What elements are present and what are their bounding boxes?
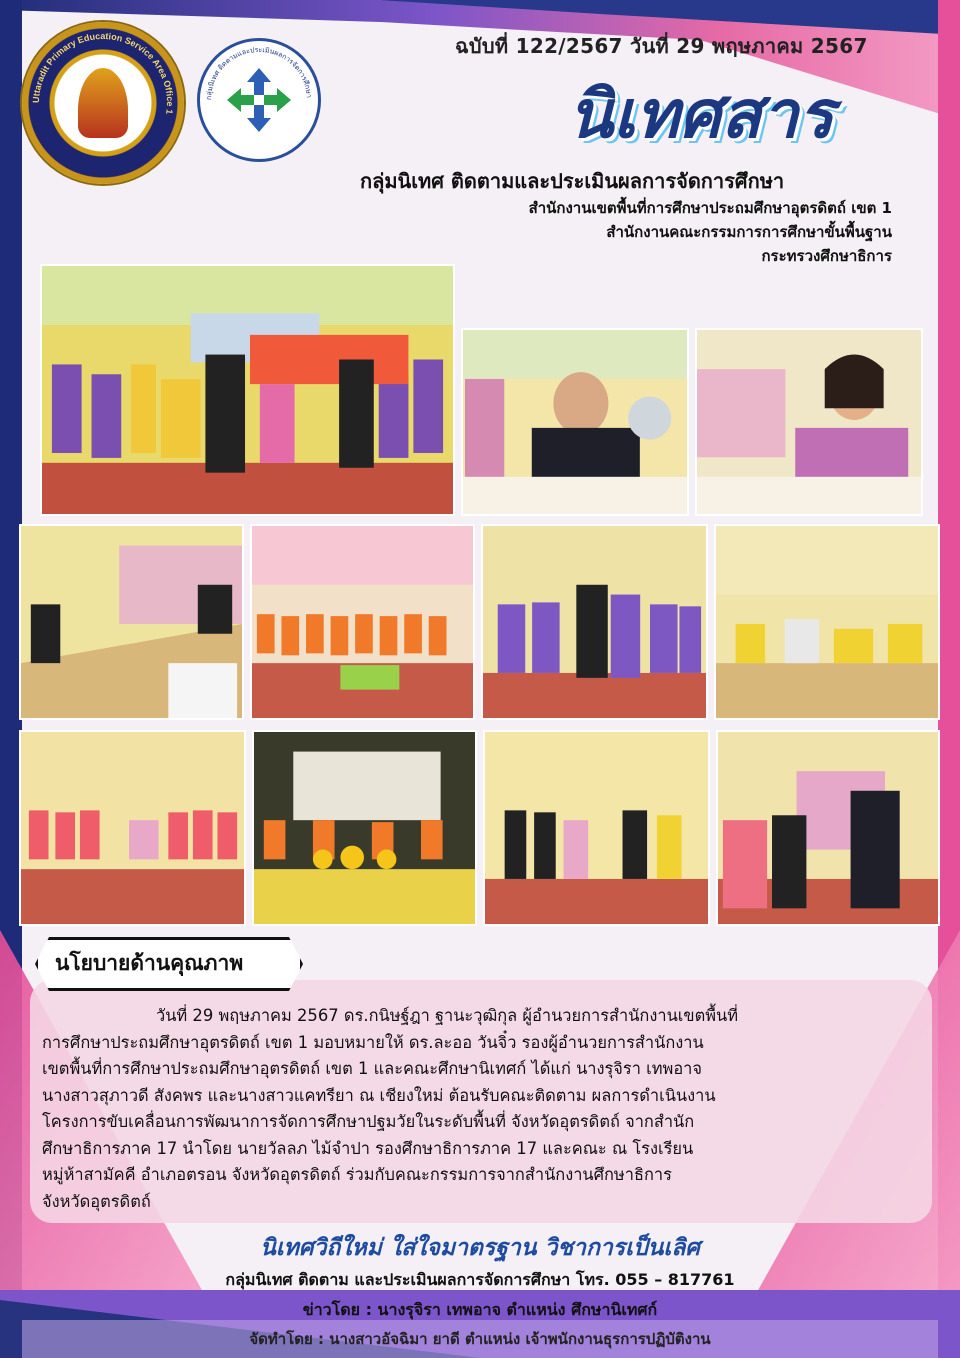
producer-line: จัดทำโดย : นางสาวอัจฉิมา ยาดี ตำแหน่ง เจ้าพนักงานธุรการปฏิบัติงาน: [249, 1330, 711, 1348]
photo-children-orange: [250, 524, 475, 720]
photo-group-purple: [481, 524, 708, 720]
org-line-1: สำนักงานเขตพื้นที่การศึกษาประถมศึกษาอุตรดิตถ์ เขต 1: [528, 199, 892, 217]
photo-children-performance: [252, 730, 477, 926]
arrows-icon: [227, 68, 291, 132]
paragraph-line-1: วันที่ 29 พฤษภาคม 2567 ดร.กนิษฐ์ฎา ฐานะวุฒิกุล ผู้อำนวยการสำนักงานเขตพื้นที่: [156, 1006, 739, 1025]
slogan: นิเทศวิถีใหม่ ใส่ใจมาตรฐาน วิชาการเป็นเลิศ: [260, 1235, 700, 1261]
paragraph-line-3: เขตพื้นที่การศึกษาประถมศึกษาอุตรดิตถ์ เขต 1 และคณะศึกษานิเทศก์ ได้แก่ นางรุจิรา เทพอาจ: [42, 1059, 702, 1078]
policy-title: นโยบายด้านคุณภาพ: [55, 951, 244, 975]
paragraph-line-4: นางสาวสุภาวดี สังคพร และนางสาวแคทรียา ณ เชียงใหม่ ต้อนรับคณะติดตาม ผลการดำเนินงาน: [42, 1085, 716, 1105]
paragraph-line-5: โครงการขับเคลื่อนการพัฒนาการจัดการศึกษาปฐมวัยในระดับพื้นที่ จังหวัดอุตรดิตถ์ จากสำนัก: [42, 1112, 695, 1131]
emblem-ring-text: กลุ่มนิเทศ ติดตามและประเมินผลการจัดการศึกษา: [204, 45, 313, 101]
photo-staff-pink: [19, 730, 246, 926]
photo-group-large: [40, 264, 455, 516]
photo-woman-purple: [695, 328, 923, 516]
photo-deputy-director-speaking: [461, 328, 689, 516]
issue-date: ฉบับที่ 122/2567 วันที่ 29 พฤษภาคม 2567: [455, 34, 868, 58]
seal-ring-text: Uttaradit Primary Education Service Area Office 1: [30, 30, 176, 115]
supervision-group-logo: [197, 38, 321, 162]
photo-committee-table: [714, 524, 940, 720]
contact-line: กลุ่มนิเทศ ติดตาม และประเมินผลการจัดการศึกษา โทร. 055 – 817761: [225, 1270, 735, 1289]
org-line-2: สำนักงานคณะกรรมการการศึกษาขั้นพื้นฐาน: [606, 223, 892, 241]
paragraph-line-8: จังหวัดอุตรดิตถ์: [42, 1191, 151, 1211]
photo-conversation: [716, 730, 940, 926]
news-paragraph: [42, 1003, 924, 1215]
photo-group-standing: [483, 730, 710, 926]
group-name: กลุ่มนิเทศ ติดตามและประเมินผลการจัดการศึกษา: [360, 169, 785, 193]
paragraph-line-7: หมู่ห้าสามัคคี อำเภอตรอน จังหวัดอุตรดิตถ์ ร่วมกับคณะกรรมการจากสำนักงานศึกษาธิการ: [42, 1165, 672, 1184]
office-seal-logo: [22, 22, 184, 184]
reporter-line: ข่าวโดย : นางรุจิรา เทพอาจ ตำแหน่ง ศึกษานิเทศก์: [302, 1300, 658, 1319]
paragraph-line-6: ศึกษาธิการภาค 17 นำโดย นายวัลลภ ไม้จำปา รองศึกษาธิการภาค 17 และคณะ ณ โรงเรียน: [42, 1138, 694, 1158]
paragraph-line-2: การศึกษาประถมศึกษาอุตรดิตถ์ เขต 1 มอบหมายให้ ดร.ละออ วันจิ๋ว รองผู้อำนวยการสำนักงาน: [42, 1032, 704, 1052]
org-line-3: กระทรวงศึกษาธิการ: [761, 247, 892, 265]
newsletter-title: นิเทศสาร: [568, 75, 834, 153]
photo-meeting-table: [19, 524, 244, 720]
